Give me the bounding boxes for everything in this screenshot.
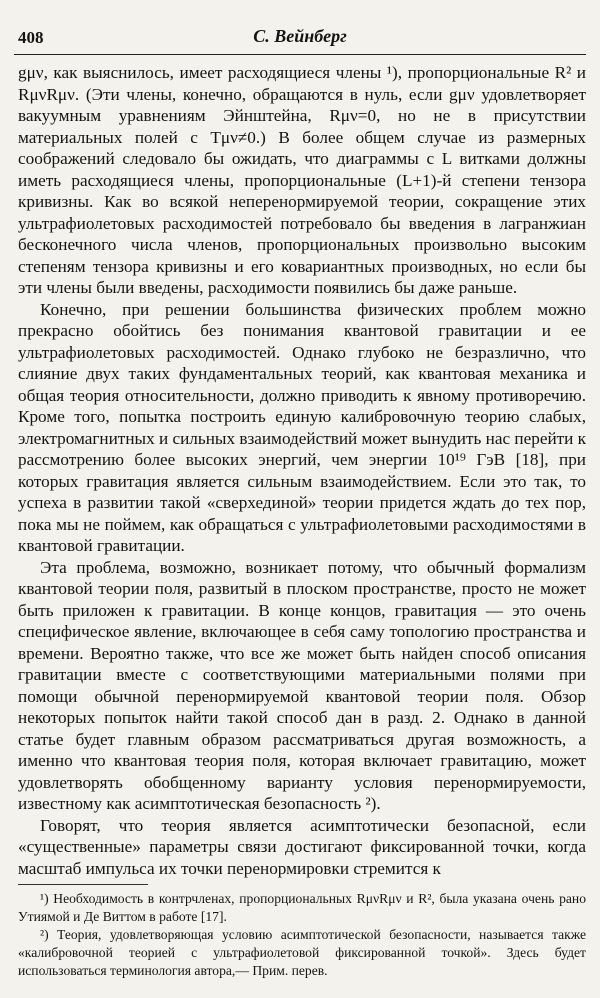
paragraph-4: Говорят, что теория является асимптотически безопасной, если «существенные» параметры связи достигают фиксированной точки, когда масштаб импульса их точки перенормировки стремится к: [18, 815, 586, 878]
paragraph-1: gμν, как выяснилось, имеет расходящиеся члены ¹), пропорциональные R² и RμνRμν. (Эти члены, конечно, обращаются в нуль, если gμν удовлетворяет вакуумным уравнениям Эйнштейна, Rμν=0, но не в присутствии материальных полей с Tμν≠0.) В более общем случае из размерных соображений следовало бы ожидать, что диаграммы с L витками должны иметь расходящиеся члены, пропорциональные (L+1)-й степени тензора кривизны. Как во всякой неперенормируемой теории, сокращение этих ультрафиолетовых расходимостей потребовало бы введения в лагранжиан бесконечного числа членов, пропорциональных произвольно высоким степеням тензора кривизны и его ковариантных производных, но если бы эти члены были введены, расходимости появились бы даже раньше.: [18, 63, 586, 297]
footnote-2: ²) Теория, удовлетворяющая условию асимптотической безопасности, называется также «калибровочной теорией с ультрафиолетовой фиксированной точкой». Здесь будет использоваться терминология автора,— Прим. перев.: [18, 927, 586, 978]
paragraph-3: Эта проблема, возможно, возникает потому, что обычный формализм квантовой теории поля, развитый в плоском пространстве, просто не может быть приложен к гравитации. В конце концов, гравитация — это очень специфическое явление, включающее в себя саму топологию пространства и времени. Вероятно также, что все же может быть найден способ описания гравитации вместе с соответствующими материальными полями при помощи обычной перенормируемой квантовой теории поля. Обзор некоторых попыток найти такой способ дан в разд. 2. Однако в данной статье будет главным образом рассматриваться другая возможность, а именно что квантовая теория поля, которая включает гравитацию, может удовлетворять обобщенному варианту условия перенормируемости, известному как асимптотическая безопасность ²).: [18, 557, 586, 813]
footnote-1: ¹) Необходимость в контрчленах, пропорциональных RμνRμν и R², была указана очень рано Утиямой и Де Виттом в работе [17].: [18, 891, 586, 924]
footnote-divider: [18, 884, 148, 885]
body-text: [18, 62, 586, 879]
running-head-author: С. Вейнберг: [253, 26, 347, 46]
paragraph-2: Конечно, при решении большинства физических проблем можно прекрасно обойтись без понимания квантовой гравитации и ее ультрафиолетовых расходимостей. Однако глубоко не безразлично, что слияние двух таких фундаментальных теорий, как квантовая механика и общая теория относительности, должно приводить к явному противоречию. Кроме того, попытка построить единую калибровочную теорию слабых, электромагнитных и сильных взаимодействий может вынудить нас перейти к рассмотрению более высоких энергий, чем энергии 10¹⁹ ГэВ [18], при которых гравитация является сильным взаимодействием. Если это так, то успеха в развитии такой «сверхединой» теории придется ждать до тех пор, пока мы не поймем, как обращаться с ультрафиолетовыми расходимостями в квантовой гравитации.: [18, 299, 586, 555]
page-number: 408: [18, 28, 44, 47]
footnotes: [18, 890, 586, 980]
page-header: [14, 20, 586, 55]
